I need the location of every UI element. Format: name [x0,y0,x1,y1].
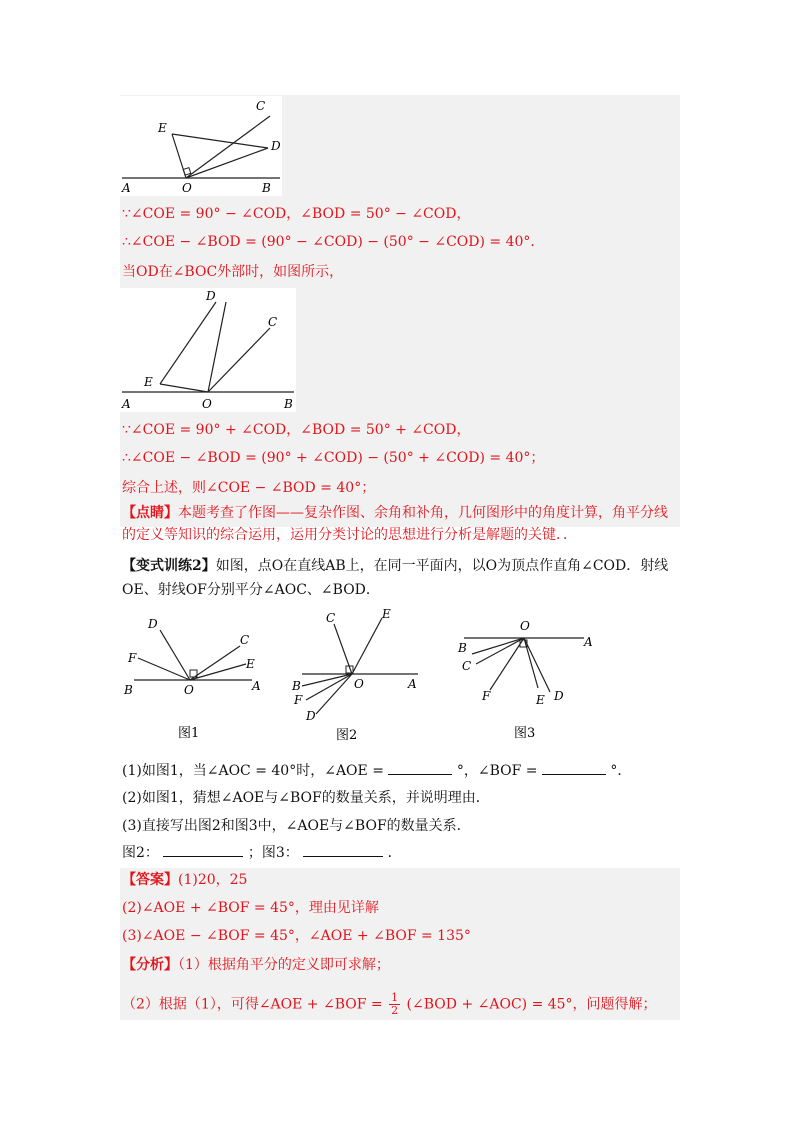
answer-blank-bof[interactable] [542,760,606,775]
answer-text-1: (1)20，25 [178,872,248,888]
label-b: B [458,641,467,655]
label-e: E [536,693,545,707]
label-b: B [262,181,271,195]
question-3-fig2-label: 图2： [122,845,159,861]
answer-line-3: (3)∠AOE − ∠BOF = 45°，∠AOE + ∠BOF = 135° [122,928,471,944]
figure-2-caption: 图2 [336,728,358,743]
label-c: C [240,633,250,647]
fraction-denominator: 2 [391,1004,399,1017]
label-b: B [284,397,293,411]
answer-line-1 [122,870,247,890]
fraction-numerator: 1 [391,991,399,1004]
label-a: A [122,181,131,195]
analysis-text-2b: (∠BOD + ∠AOC) = 45°，问题得解； [406,996,657,1013]
answer-blank-fig3[interactable] [303,842,383,857]
label-c: C [462,659,472,673]
solution-line-4: ∵∠COE = 90° + ∠COD，∠BOD = 50° + ∠COD， [122,422,471,438]
question-1-text-c: °． [610,763,632,779]
solution-line-1: ∵∠COE = 90° − ∠COD，∠BOD = 50° − ∠COD， [122,206,471,222]
question-3-end: ． [387,845,402,861]
comment-line-1 [122,503,668,523]
label-d: D [206,289,216,303]
label-a: A [408,677,417,691]
question-1-text-b: °，∠BOF = [456,763,538,779]
solution-line-6: 综合上述，则∠COE − ∠BOD = 40°； [122,480,376,496]
question-3-separator: ；图3： [247,845,299,861]
label-e: E [382,607,391,621]
label-b: B [292,679,301,693]
variant-line-2: OE、射线OF分别平分∠AOC、∠BOD． [122,582,380,598]
analysis-tag: 【分析】 [122,957,178,973]
question-1 [122,760,631,781]
question-3: (3)直接写出图2和图3中，∠AOE与∠BOF的数量关系． [122,818,471,834]
analysis-text-2a: （2）根据（1），可得∠AOE + ∠BOF = [122,996,383,1013]
figure-2 [288,604,426,724]
label-f: F [294,693,303,707]
label-o: O [202,397,212,411]
question-2: (2)如图1，猜想∠AOE与∠BOF的数量关系，并说明理由． [122,790,490,806]
analysis-line-1 [122,955,390,975]
solution-line-5: ∴∠COE − ∠BOD = (90° + ∠COD) − (50° + ∠COD) = 40°； [122,450,545,466]
figure-1-caption: 图1 [178,726,200,741]
label-e: E [158,121,167,135]
answer-blank-aoe[interactable] [388,760,452,775]
answer-blank-fig2[interactable] [163,842,243,857]
label-o: O [184,683,194,697]
label-f: F [128,651,137,665]
label-d: D [306,709,316,723]
solution-line-2: ∴∠COE − ∠BOD = (90° − ∠COD) − (50° − ∠COD) = 40°． [122,234,545,250]
comment-text-1: 本题考查了作图——复杂作图、余角和补角，几何图形中的角度计算，角平分线 [178,505,668,521]
question-3-blanks [122,842,402,863]
label-o: O [520,619,530,633]
label-a: A [584,635,593,649]
label-e: E [246,657,255,671]
analysis-text-1: （1）根据角平分的定义即可求解； [178,957,390,973]
comment-line-2: 的定义等知识的综合运用，运用分类讨论的思想进行分析是解题的关键．． [122,527,577,543]
label-a: A [122,397,131,411]
variant-text-1: 如图，点O在直线AB上，在同一平面内，以O为顶点作直角∠COD．射线 [215,558,669,574]
label-f: F [482,689,491,703]
label-c: C [256,99,266,113]
variant-line-1 [122,556,668,576]
question-1-text-a: (1)如图1，当∠AOC = 40°时，∠AOE = [122,763,384,779]
answer-line-2: (2)∠AOE + ∠BOF = 45°，理由见详解 [122,900,379,916]
label-d: D [148,617,158,631]
label-o: O [182,181,192,195]
figure-1 [122,606,268,702]
analysis-line-2 [122,992,657,1017]
figure-od-inside [120,96,282,196]
fraction [389,992,400,1017]
label-d: D [271,139,281,153]
label-b: B [124,683,133,697]
label-e: E [144,375,153,389]
answer-tag: 【答案】 [122,872,178,888]
label-a: A [252,679,261,693]
comment-tag: 【点睛】 [122,505,178,521]
figure-od-outside [120,288,296,412]
figure-3-caption: 图3 [514,726,536,741]
label-c: C [268,315,278,329]
label-o: O [354,677,364,691]
label-d: D [554,689,564,703]
label-c: C [326,611,336,625]
figure-3 [450,614,598,714]
variant-tag: 【变式训练2】 [122,558,216,574]
solution-line-3: 当OD在∠BOC外部时，如图所示， [122,264,344,280]
